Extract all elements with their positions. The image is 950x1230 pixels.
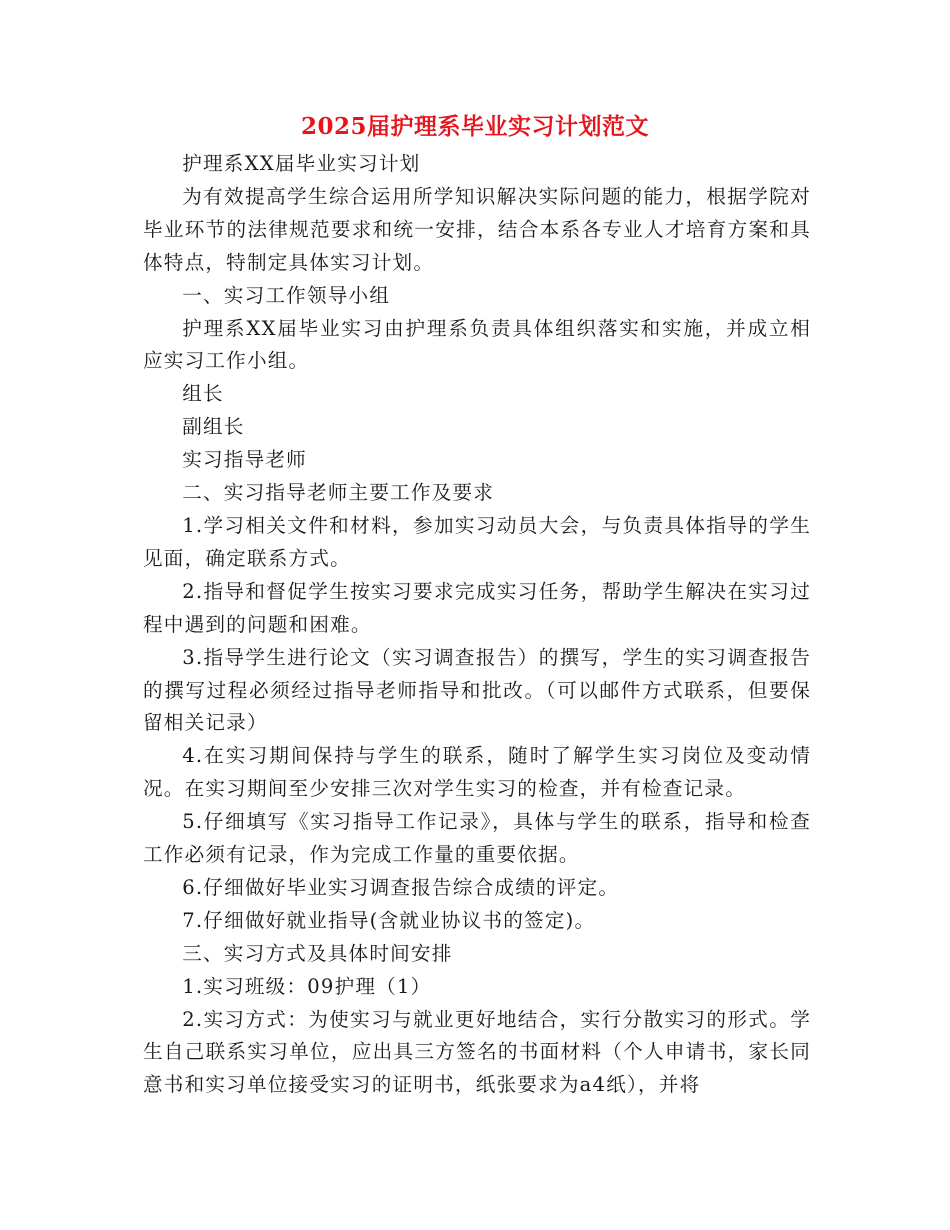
paragraph: 护理系XX届毕业实习由护理系负责具体组织落实和实施，并成立相应实习工作小组。 <box>143 316 811 373</box>
section-heading-2: 二、实习指导老师主要工作及要求 <box>182 481 495 505</box>
paragraph-instructors: 实习指导老师 <box>182 448 307 472</box>
section-heading-3: 三、实习方式及具体时间安排 <box>182 941 453 965</box>
list-item: 4.在实习期间保持与学生的联系，随时了解学生实习岗位及变动情况。在实习期间至少安排三次对学生实习的检查，并有检查记录。 <box>143 744 811 801</box>
list-item: 7.仔细做好就业指导(含就业协议书的签定)。 <box>182 908 596 932</box>
document-body <box>143 148 811 1102</box>
list-item: 1.学习相关文件和材料，参加实习动员大会，与负责具体指导的学生见面，确定联系方式。 <box>143 513 811 570</box>
paragraph-intro: 为有效提高学生综合运用所学知识解决实际问题的能力，根据学院对毕业环节的法律规范要求和统一安排，结合本系各专业人才培育方案和具体特点，特制定具体实习计划。 <box>143 184 811 274</box>
paragraph-subtitle: 护理系XX届毕业实习计划 <box>182 152 421 175</box>
list-item: 2.指导和督促学生按实习要求完成实习任务，帮助学生解决在实习过程中遇到的问题和困难。 <box>143 579 811 636</box>
list-item: 1.实习班级：09护理（1） <box>182 974 432 998</box>
document-title: 2025届护理系毕业实习计划范文 <box>300 113 649 140</box>
list-item: 3.指导学生进行论文（实习调查报告）的撰写，学生的实习调查报告的撰写过程必须经过指导老师指导和批改。（可以邮件方式联系，但要保留相关记录） <box>143 645 811 735</box>
list-item: 2.实习方式：为使实习与就业更好地结合，实行分散实习的形式。学生自己联系实习单位，应出具三方签名的书面材料（个人申请书，家长同意书和实习单位接受实习的证明书，纸张要求为a4纸），并将 <box>143 1007 811 1097</box>
paragraph-team-leader: 组长 <box>182 382 224 406</box>
paragraph-deputy-leader: 副组长 <box>182 415 245 439</box>
section-heading-1: 一、实习工作领导小组 <box>182 283 391 307</box>
list-item: 5.仔细填写《实习指导工作记录》，具体与学生的联系，指导和检查工作必须有记录，作为完成工作量的重要依据。 <box>143 810 811 867</box>
list-item: 6.仔细做好毕业实习调查报告综合成绩的评定。 <box>182 875 620 899</box>
